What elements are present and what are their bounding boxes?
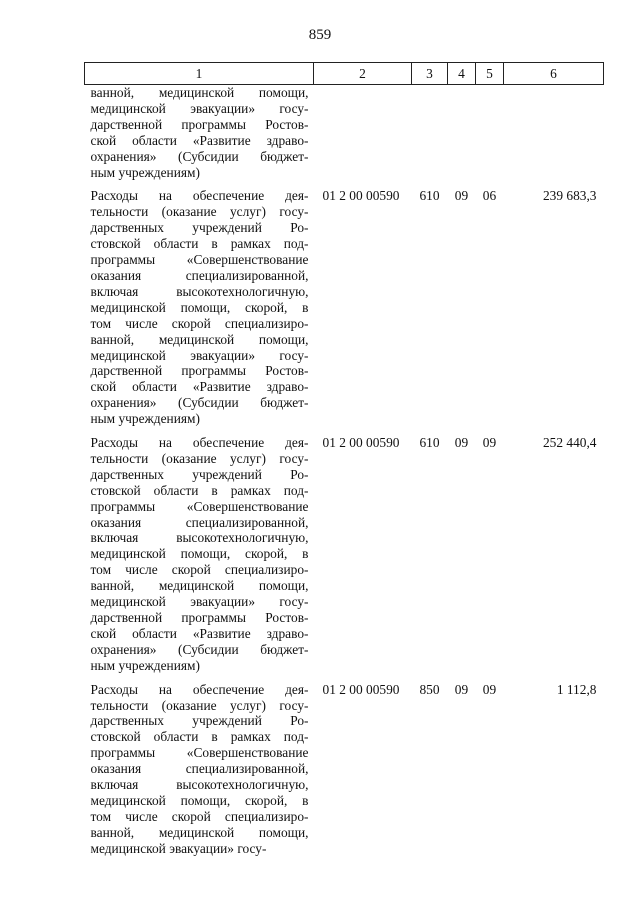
amount-cell xyxy=(504,85,604,181)
description-line: охранения» (Субсидии бюджет- xyxy=(90,641,309,657)
description-line: ным учреждениям) xyxy=(90,657,200,673)
description-line: тельности (оказание услуг) госу- xyxy=(90,697,309,713)
description-line: стовской области в рамках под- xyxy=(90,729,309,745)
description-cell xyxy=(85,682,314,857)
description-line: том числе скорой специализиро- xyxy=(90,562,309,578)
row-spacer-cell xyxy=(85,180,604,188)
description-line: медицинской эвакуации» госу- xyxy=(90,100,309,116)
subsection-cell: 06 xyxy=(482,188,497,204)
description-cell xyxy=(85,435,314,674)
description-line: ской области «Развитие здраво- xyxy=(90,625,309,641)
description-line: медицинской помощи, скорой, в xyxy=(90,299,309,315)
column-header-2: 2 xyxy=(314,63,412,85)
table-body xyxy=(85,85,604,857)
table-row xyxy=(85,682,604,857)
target-article-cell xyxy=(314,85,412,181)
target-article-cell: 01 2 00 00590 xyxy=(322,188,400,204)
description-line: ным учреждениям) xyxy=(90,164,200,180)
description-line: ванной, медицинской помощи, xyxy=(90,578,309,594)
description-line: том числе скорой специализиро- xyxy=(90,808,309,824)
description-line: дарственных учреждений Ро- xyxy=(90,220,309,236)
description-line: ской области «Развитие здраво- xyxy=(90,379,309,395)
table-row xyxy=(85,85,604,181)
budget-table xyxy=(84,62,604,857)
description-line: программы «Совершенствование xyxy=(90,252,309,268)
description-cell xyxy=(85,188,314,427)
description-line: ской области «Развитие здраво- xyxy=(90,132,309,148)
description-line: охранения» (Субсидии бюджет- xyxy=(90,148,309,164)
amount-cell: 1 112,8 xyxy=(556,681,597,697)
expense-type-cell xyxy=(412,85,448,181)
expense-type-cell: 610 xyxy=(419,435,440,451)
column-header-3: 3 xyxy=(412,63,448,85)
description-line: включая высокотехнологичную, xyxy=(90,530,309,546)
description-line: программы «Совершенствование xyxy=(90,745,309,761)
table-row xyxy=(85,435,604,674)
column-header-5: 5 xyxy=(476,63,504,85)
description-line: Расходы на обеспечение дея- xyxy=(90,188,309,204)
description-line: ванной, медицинской помощи, xyxy=(90,85,309,100)
description-line: дарственных учреждений Ро- xyxy=(90,713,309,729)
description-line: включая высокотехнологичную, xyxy=(90,777,309,793)
row-spacer-cell xyxy=(85,427,604,435)
subsection-cell: 09 xyxy=(482,435,497,451)
description-line: стовской области в рамках под- xyxy=(90,482,309,498)
table-row xyxy=(85,188,604,427)
column-header-1: 1 xyxy=(85,63,314,85)
section-cell: 09 xyxy=(454,188,469,204)
description-line: программы «Совершенствование xyxy=(90,498,309,514)
section-cell xyxy=(448,85,476,181)
description-cell xyxy=(85,85,314,181)
row-spacer xyxy=(85,427,604,435)
description-line: ванной, медицинской помощи, xyxy=(90,331,309,347)
description-line: медицинской эвакуации» госу- xyxy=(90,594,309,610)
description-line: оказания специализированной, xyxy=(90,761,309,777)
column-header-4: 4 xyxy=(448,63,476,85)
description-line: медицинской помощи, скорой, в xyxy=(90,546,309,562)
row-spacer-cell xyxy=(85,674,604,682)
description-line: ванной, медицинской помощи, xyxy=(90,824,309,840)
page-number: 859 xyxy=(308,27,332,43)
amount-cell: 239 683,3 xyxy=(542,188,597,204)
description-line: оказания специализированной, xyxy=(90,514,309,530)
expense-type-cell: 610 xyxy=(419,188,440,204)
row-spacer xyxy=(85,674,604,682)
description-line: дарственной программы Ростов- xyxy=(90,610,309,625)
description-line: дарственных учреждений Ро- xyxy=(90,466,309,482)
expense-type-cell: 850 xyxy=(419,681,440,697)
description-line: Расходы на обеспечение дея- xyxy=(90,681,309,697)
description-line: медицинской эвакуации» госу- xyxy=(90,840,267,856)
description-line: дарственной программы Ростов- xyxy=(90,363,309,379)
description-line: охранения» (Субсидии бюджет- xyxy=(90,395,309,411)
description-line: ным учреждениям) xyxy=(90,411,200,427)
amount-cell: 252 440,4 xyxy=(542,435,597,451)
description-line: тельности (оказание услуг) госу- xyxy=(90,204,309,220)
description-line: медицинской эвакуации» госу- xyxy=(90,347,309,363)
target-article-cell: 01 2 00 00590 xyxy=(322,681,400,697)
description-line: включая высокотехнологичную, xyxy=(90,283,309,299)
target-article-cell: 01 2 00 00590 xyxy=(322,435,400,451)
row-spacer xyxy=(85,180,604,188)
section-cell: 09 xyxy=(454,435,469,451)
subsection-cell: 09 xyxy=(482,681,497,697)
description-line: тельности (оказание услуг) госу- xyxy=(90,450,309,466)
description-line: том числе скорой специализиро- xyxy=(90,315,309,331)
description-line: Расходы на обеспечение дея- xyxy=(90,435,309,451)
description-line: дарственной программы Ростов- xyxy=(90,116,309,132)
subsection-cell xyxy=(476,85,504,181)
section-cell: 09 xyxy=(454,681,469,697)
table-header-row xyxy=(85,63,604,85)
description-line: медицинской помощи, скорой, в xyxy=(90,792,309,808)
column-header-6: 6 xyxy=(504,63,604,85)
description-line: стовской области в рамках под- xyxy=(90,236,309,252)
description-line: оказания специализированной, xyxy=(90,267,309,283)
